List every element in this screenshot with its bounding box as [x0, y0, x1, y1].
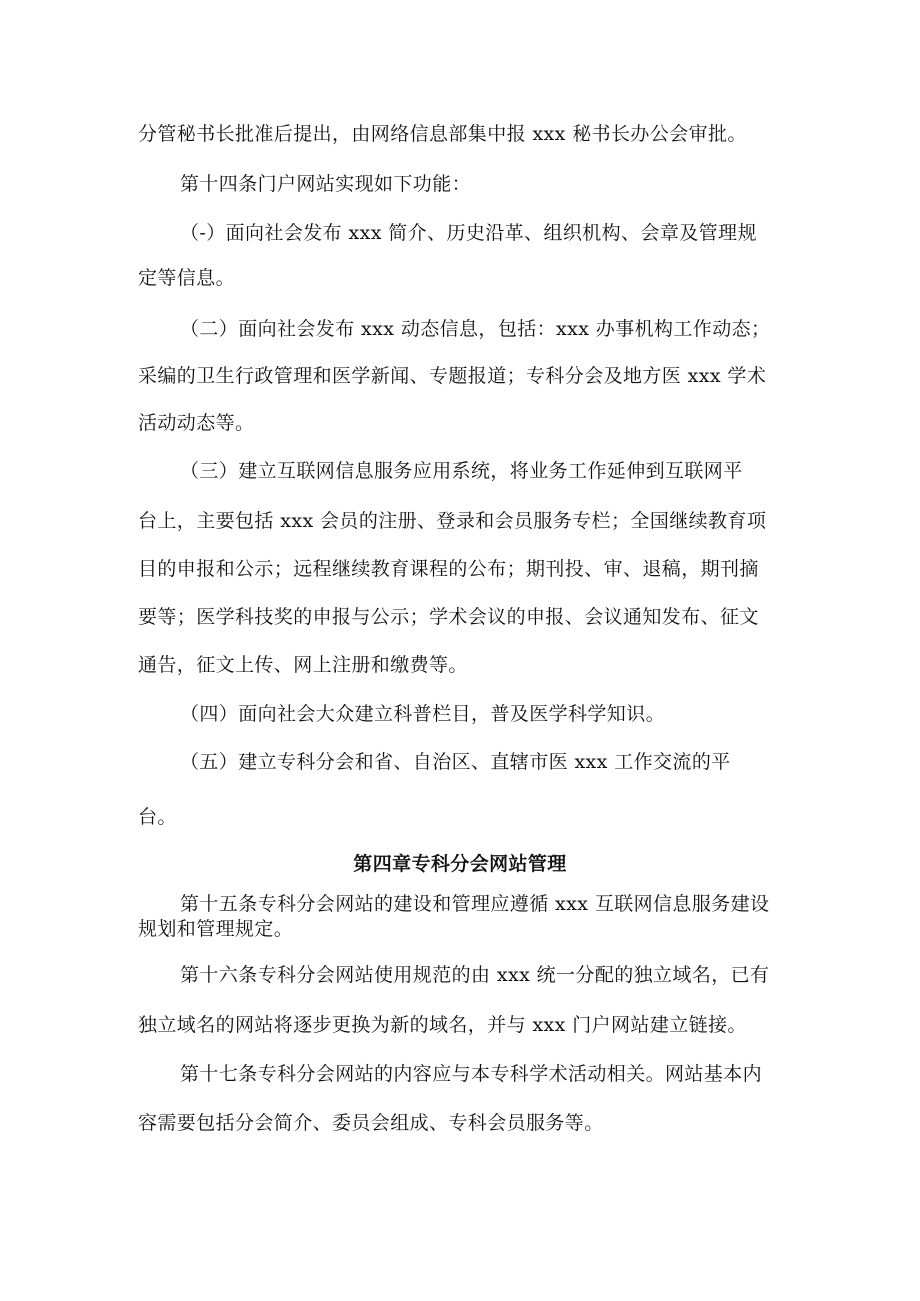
list-item-4: （四）面向社会大众建立科普栏目，普及医学科学知识。	[180, 703, 666, 725]
list-item-3-line-1: （三）建立互联网信息服务应用系统，将业务工作延伸到互联网平	[180, 460, 743, 482]
list-item-3-line-2: 台上，主要包括 xxx 会员的注册、登录和会员服务专栏；全国继续教育项	[138, 510, 767, 532]
list-item-5-line-1: （五）建立专科分会和省、自治区、直辖市医 xxx 工作交流的平	[180, 751, 731, 773]
article-15-line-2: 规划和管理规定。	[138, 918, 294, 940]
list-item-3-line-5: 通告，征文上传、网上注册和缴费等。	[138, 654, 468, 676]
list-item-2-line-3: 活动动态等。	[138, 412, 255, 434]
chapter-heading: 第四章专科分会网站管理	[353, 853, 567, 875]
list-item-3-line-3: 目的申报和公示；远程继续教育课程的公布；期刊投、审、退稿，期刊摘	[138, 558, 759, 580]
list-item-3-line-4: 要等；医学科技奖的申报与公示；学术会议的申报、会议通知发布、征文	[138, 606, 759, 628]
list-item-1-line-1: （-）面向社会发布 xxx 简介、历史沿革、组织机构、会章及管理规	[180, 222, 757, 244]
list-item-2-line-2: 采编的卫生行政管理和医学新闻、专题报道；专科分会及地方医 xxx 学术	[138, 365, 767, 387]
article-14-heading: 第十四条门户网站实现如下功能：	[180, 173, 472, 195]
article-17-line-2: 容需要包括分会简介、委员会组成、专科会员服务等。	[138, 1112, 604, 1134]
article-15-line-1: 第十五条专科分会网站的建设和管理应遵循 xxx 互联网信息服务建设	[180, 893, 770, 915]
article-17-line-1: 第十七条专科分会网站的内容应与本专科学术活动相关。网站基本内	[180, 1063, 763, 1085]
list-item-2-line-1: （二）面向社会发布 xxx 动态信息，包括：xxx 办事机构工作动态；	[180, 318, 771, 340]
paragraph-line: 分管秘书长批准后提出，由网络信息部集中报 xxx 秘书长办公会审批。	[138, 123, 747, 145]
article-16-line-1: 第十六条专科分会网站使用规范的由 xxx 统一分配的独立域名，已有	[180, 964, 770, 986]
list-item-5-line-2: 台。	[138, 806, 177, 828]
list-item-1-line-2: 定等信息。	[138, 267, 236, 289]
article-16-line-2: 独立域名的网站将逐步更换为新的域名，并与 xxx 门户网站建立链接。	[138, 1014, 747, 1036]
